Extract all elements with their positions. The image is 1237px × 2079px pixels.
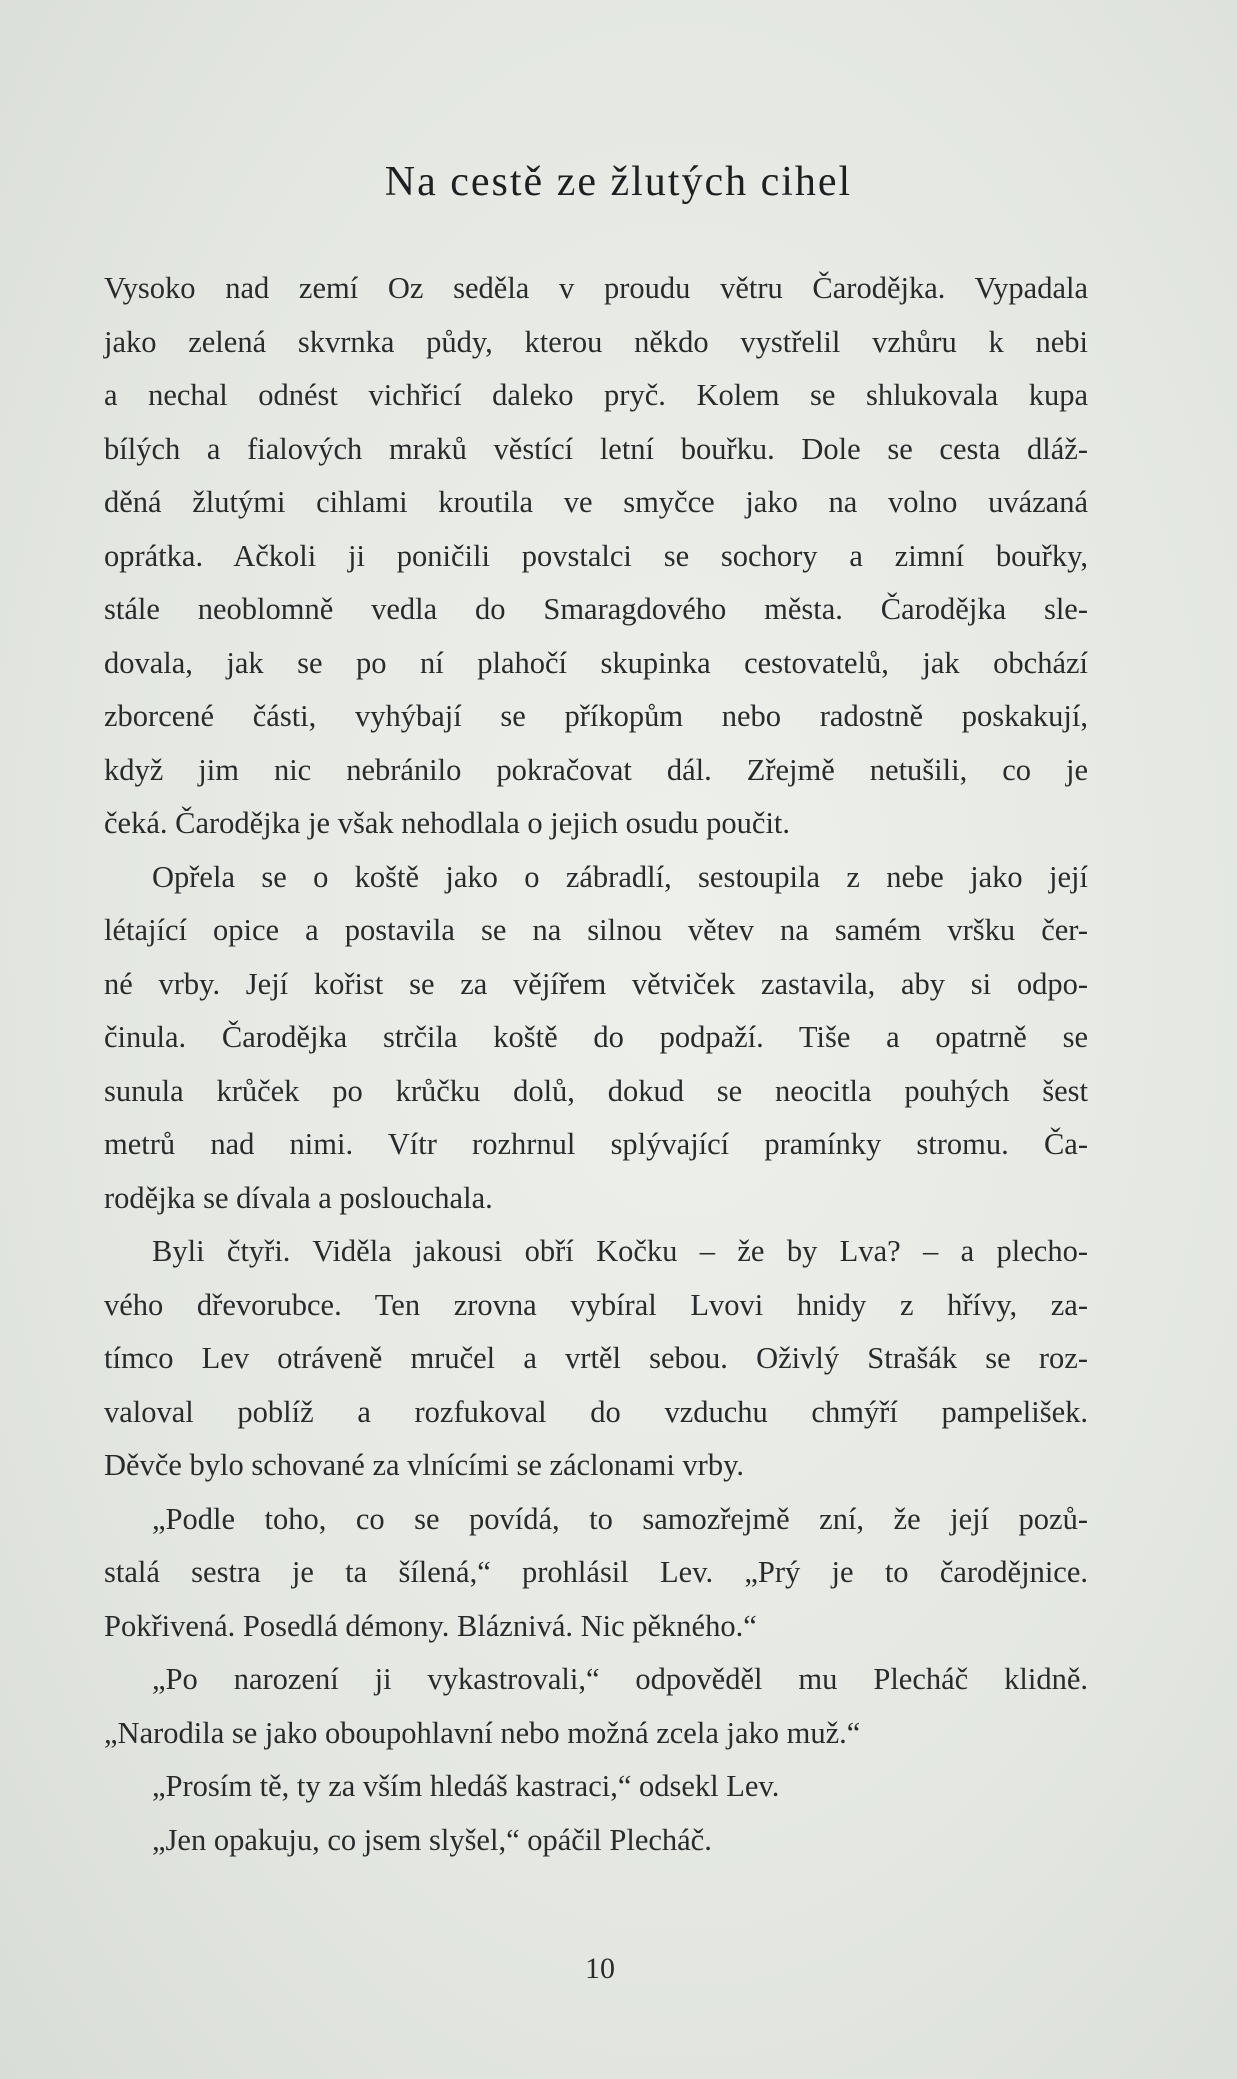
text-line: stalá sestra je ta šílená,“ prohlásil Lev. „Prý je to čarodějnice.	[104, 1555, 1088, 1589]
text-line: zborcené části, vyhýbají se příkopům nebo radostně poskakují,	[104, 699, 1088, 733]
paragraph	[104, 851, 1088, 1226]
text-line: Děvče bylo schované za vlnícími se záclonami vrby.	[104, 1448, 744, 1482]
text-line: „Jen opakuju, co jsem slyšel,“ opáčil Plecháč.	[152, 1822, 712, 1857]
text-line: Byli čtyři. Viděla jakousi obří Kočku – že by Lva? – a plecho-	[152, 1234, 1088, 1268]
text-line: činula. Čarodějka strčila koště do podpaží. Tiše a opatrně se	[104, 1020, 1088, 1054]
text-line: vého dřevorubce. Ten zrovna vybíral Lvovi hnidy z hřívy, za-	[104, 1287, 1088, 1322]
text-line: Opřela se o koště jako o zábradlí, sestoupila z nebe jako její	[152, 859, 1088, 894]
text-line: rodějka se dívala a poslouchala.	[104, 1180, 493, 1215]
text-line: bílých a fialových mraků věstící letní bouřku. Dole se cesta dláž-	[104, 431, 1088, 466]
text-line: „Podle toho, co se povídá, to samozřejmě zní, že její pozů-	[152, 1501, 1088, 1536]
text-line: když jim nic nebránilo pokračovat dál. Zřejmě netušili, co je	[104, 752, 1088, 787]
paragraph	[104, 1760, 1088, 1814]
paragraph	[104, 1225, 1088, 1493]
text-line: jako zelená skvrnka půdy, kterou někdo vystřelil vzhůru k nebi	[104, 324, 1088, 359]
text-line: děná žlutými cihlami kroutila ve smyčce jako na volno uvázaná	[104, 485, 1088, 519]
text-line: létající opice a postavila se na silnou větev na samém vršku čer-	[104, 913, 1088, 947]
paragraph	[104, 1493, 1088, 1654]
text-line: „Po narození ji vykastrovali,“ odpověděl mu Plecháč klidně.	[152, 1662, 1088, 1696]
body-text	[104, 262, 1088, 1867]
paragraph	[104, 1814, 1088, 1868]
text-line: oprátka. Ačkoli ji poničili povstalci se sochory a zimní bouřky,	[104, 538, 1088, 573]
text-line: stále neoblomně vedla do Smaragdového města. Čarodějka sle-	[104, 592, 1088, 626]
text-line: tímco Lev otráveně mručel a vrtěl sebou. Oživlý Strašák se roz-	[104, 1341, 1088, 1375]
text-line: a nechal odnést vichřicí daleko pryč. Kolem se shlukovala kupa	[104, 378, 1088, 412]
paragraph	[104, 1653, 1088, 1760]
text-line: Vysoko nad zemí Oz seděla v proudu větru Čarodějka. Vypadala	[104, 271, 1088, 305]
text-line: „Prosím tě, ty za vším hledáš kastraci,“ odsekl Lev.	[152, 1769, 780, 1803]
text-line: metrů nad nimi. Vítr rozhrnul splývající pramínky stromu. Ča-	[104, 1127, 1088, 1161]
text-line: čeká. Čarodějka je však nehodlala o jejich osudu poučit.	[104, 806, 791, 840]
text-line: „Narodila se jako oboupohlavní nebo možná zcela jako muž.“	[104, 1715, 861, 1750]
text-line: dovala, jak se po ní plahočí skupinka cestovatelů, jak obchází	[104, 645, 1088, 680]
text-line: sunula krůček po krůčku dolů, dokud se neocitla pouhých šest	[104, 1073, 1088, 1108]
text-line: valoval poblíž a rozfukoval do vzduchu chmýří pampelišek.	[104, 1394, 1088, 1429]
text-line: né vrby. Její kořist se za vějířem větviček zastavila, aby si odpo-	[104, 966, 1088, 1001]
chapter-title: Na cestě ze žlutých cihel	[384, 159, 853, 205]
text-line: Pokřivená. Posedlá démony. Bláznivá. Nic pěkného.“	[104, 1608, 757, 1643]
page-number: 10	[585, 1952, 615, 1985]
paragraph	[104, 262, 1088, 851]
